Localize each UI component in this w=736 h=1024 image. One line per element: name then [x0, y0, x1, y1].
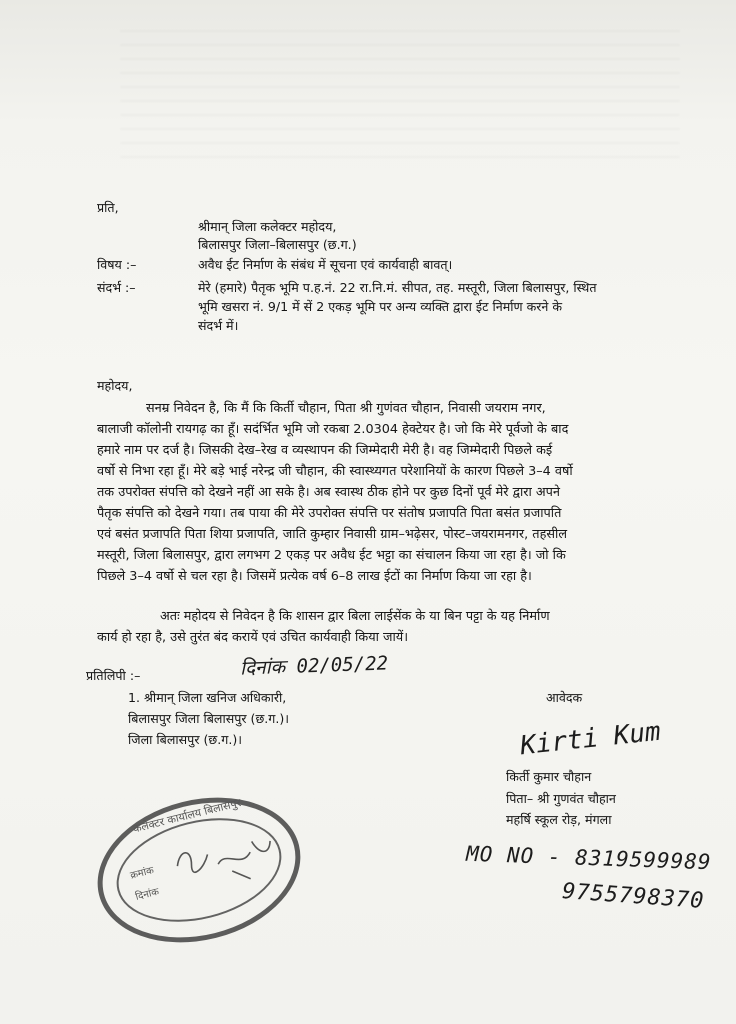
body-line: पिछले 3–4 वर्षो से चल रहा है। जिसमें प्रत्येक वर्ष 6–8 लाख ईटों का निर्माण किया जा रहा है।	[97, 569, 532, 584]
reference-line: भूमि खसरा नं. 9/1 में सें 2 एकड़ भूमि पर अन्य व्यक्ति द्वारा ईट निर्माण करने के	[198, 299, 563, 314]
body-line: बालाजी कॉलोनी रायगढ़ का हूँ। सदंर्भित भूमि जो रकबा 2.0304 हेक्टेयर है। जो कि मेरे पूर्वजो के बाद	[97, 422, 569, 437]
copy-line: 1. श्रीमान् जिला खनिज अधिकारी,	[128, 690, 287, 705]
body-line: वर्षो से निभा रहा हूँ। मेरे बड़े भाई नरेन्द्र जी चौहान, की स्वास्थ्यगत परेशानियों के कारण पिछले 3–4 वर्षो	[97, 464, 573, 479]
body-line: कार्य हो रहा है, उसे तुरंत बंद करायें एवं उचित कार्यवाही किया जायें।	[97, 630, 409, 645]
salutation: महोदय,	[97, 378, 133, 393]
handwritten-mobile-1: MO NO - 8319599989	[465, 841, 712, 875]
reference-line: मेरे (हमारे) पैतृक भूमि प.ह.नं. 22 रा.नि.मं. सीपत, तह. मस्तूरी, जिला बिलासपुर, स्थित	[198, 280, 597, 295]
stamp-kramank: क्रमांक	[129, 865, 156, 882]
body-line: पैतृक संपत्ति को देखने गया। तब पाया की मेरे उपरोक्त संपत्ति पर संतोष प्रजापति पिता बसंत प्रजापति	[97, 506, 562, 521]
body-line: सनम्र निवेदन है, कि मैं कि किर्ती चौहान, पिता श्री गुणंवत चौहान, निवासी जयराम नगर,	[146, 401, 546, 416]
handwritten-date: दिनांक 02/05/22	[239, 652, 389, 680]
body-line: एवं बसंत प्रजापति पिता शिया प्रजापति, जाति कुम्हार निवासी ग्राम–भढ़ेसर, पोस्ट–जयरामनगर, तहसील	[97, 527, 568, 542]
stamp-dinank: दिनांक	[134, 886, 161, 903]
subject-label: विषय :–	[97, 257, 137, 272]
body-line: तक उपरोक्त संपत्ति को देखने नहीं आ सके है। अब स्वास्थ ठीक होने पर कुछ दिनों पूर्व मेरे द्वारा अपने	[97, 485, 561, 500]
body-line: हमारे नाम पर दर्ज है। जिसकी देख–रेख व व्यस्थापन की जिम्मेदारी मेरी है। वह जिम्मेदारी पिछले कई	[97, 443, 553, 458]
body-line: अतः महोदय से निवेदन है कि शासन द्वार बिला लाईसेंक के या बिन पट्टा के यह निर्माण	[160, 609, 550, 624]
subject-text: अवैध ईट निर्माण के संबंध में सूचना एवं कार्यवाही बावत्।	[198, 257, 453, 272]
body-line: मस्तूरी, जिला बिलासपुर, द्वारा लगभग 2 एकड़ पर अवैध ईट भट्टा का संचालन किया जा रहा है। जो कि	[97, 548, 566, 563]
addressee-line1: श्रीमान् जिला कलेक्टर महोदय,	[198, 219, 337, 234]
office-stamp	[82, 777, 316, 963]
copy-label: प्रतिलिपी :–	[86, 668, 141, 683]
applicant-label: आवेदक	[546, 690, 583, 705]
reference-label: संदर्भ :–	[97, 280, 136, 295]
copy-line: जिला बिलासपुर (छ.ग.)।	[128, 732, 243, 747]
copy-line: बिलासपुर जिला बिलासपुर (छ.ग.)।	[128, 711, 290, 726]
prati-label: प्रति,	[97, 200, 119, 215]
handwritten-mobile-2: 9755798370	[561, 879, 706, 914]
stamp-top-text: कलेक्टर कार्यालय बिलासपुर	[131, 796, 243, 836]
applicant-address: महर्षि स्कूल रोड़, मंगला	[506, 812, 612, 827]
bleed-through-text	[120, 30, 680, 160]
signature: Kirti Kum	[518, 716, 663, 762]
applicant-father: पिता– श्री गुणवंत चौहान	[506, 791, 616, 806]
addressee-line2: बिलासपुर जिला–बिलासपुर (छ.ग.)	[198, 237, 357, 252]
applicant-name: किर्ती कुमार चौहान	[506, 769, 592, 784]
reference-line: संदर्भ में।	[198, 318, 239, 333]
